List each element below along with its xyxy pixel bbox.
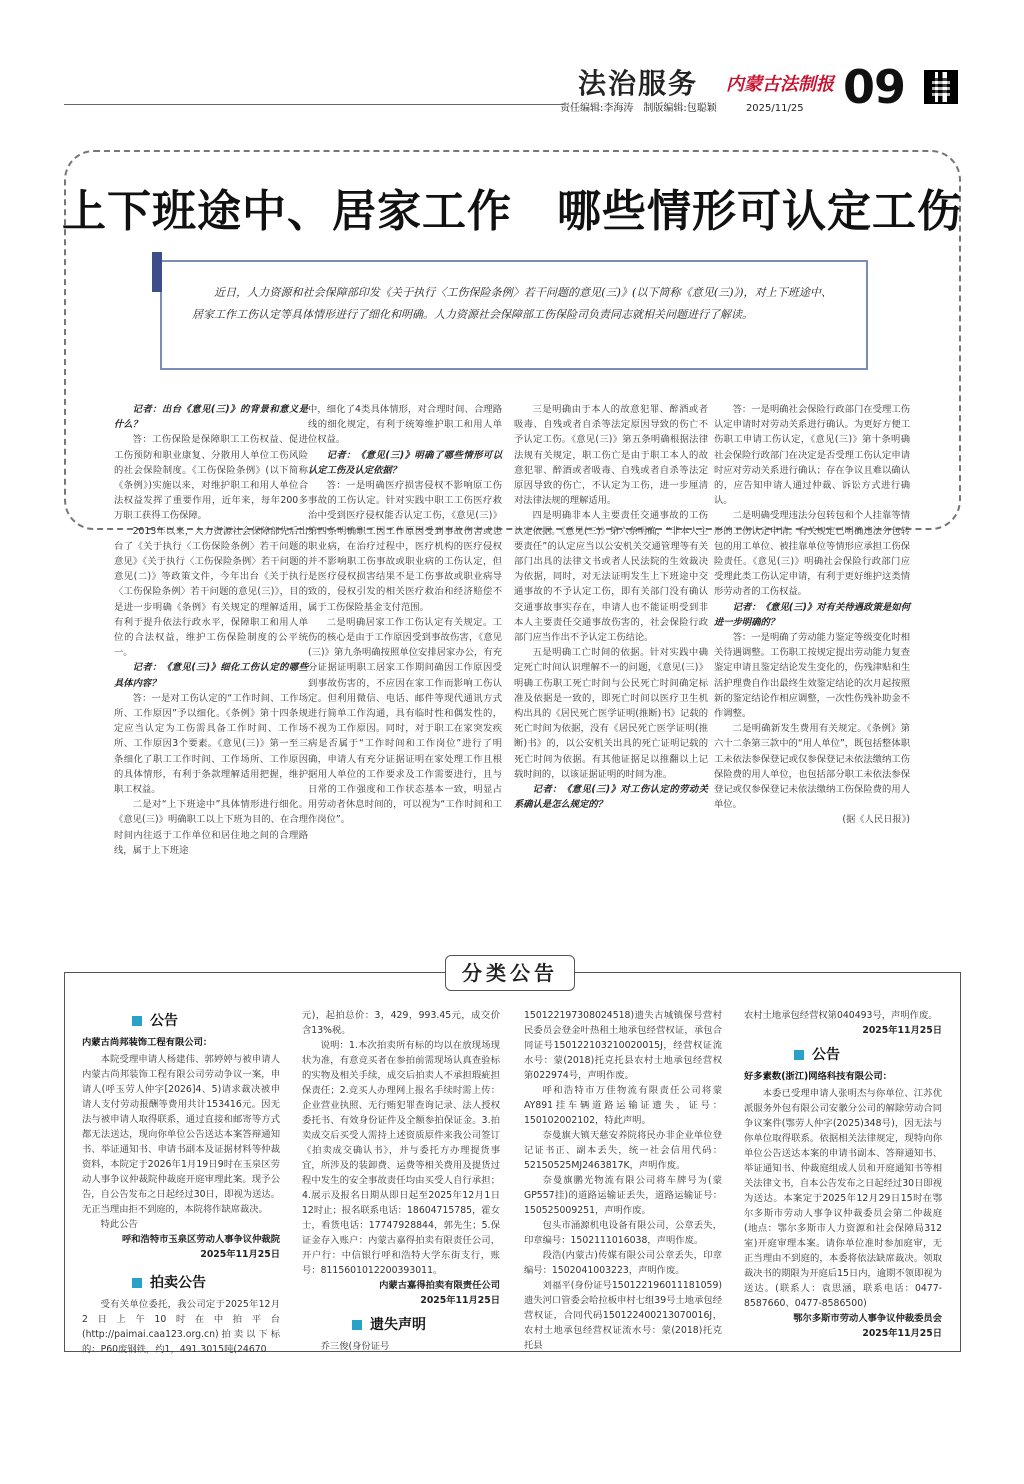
article-paragraph: 2013年以来，人力资源社会保障部先后出台了《关于执行〈工伤保险条例〉若干问题的意见》《关于执行〈工伤保险条例〉若干问题的意见(二)》等政策文件，今年出台《关于执行〈工伤保险条例〉若干问题的意见(三)》，目的是进一步明确《条例》有关规定的理解适用，有利于提升依法行政水平，保障职工和用人单位的合法权益，维护工伤保险制度的公平统一。 xyxy=(114,525,308,659)
lost-item-6: 段浩(内蒙古)传媒有限公司公章丢失，印章编号：1502041003223，声明作废。 xyxy=(524,1250,722,1276)
article-column-4 xyxy=(714,402,910,828)
notice2-signer: 鄂尔多斯市劳动人事争议仲裁委员会 xyxy=(793,1313,942,1324)
classified-title: 分类公告 xyxy=(445,955,575,991)
notice2-date: 2025年11月25日 xyxy=(862,1328,942,1339)
lost-item-7: 刘福平(身份证号150122196011181059)遗失河口管委会哈拉板申村七组39号土地承包经营权证，合同代码150122400213070016J，农村土地承包经营权证流水号：蒙(2018)托克托县 xyxy=(524,1280,722,1351)
auction-body-cont: 元)，起拍总价：3，429，993.45元，成交价含13%税。 xyxy=(302,1010,500,1036)
notice-company: 内蒙古尚邦装饰工程有限公司： xyxy=(82,1037,213,1048)
auction-heading: 拍卖公告 xyxy=(132,1276,280,1291)
interview-question: 记者：《意见(三)》明确了哪些情形可以认定工伤及认定依据？ xyxy=(308,449,502,476)
classified-column-4 xyxy=(744,1008,942,1341)
header-rule xyxy=(64,104,564,105)
article-paragraph: 答：工伤保险是保障职工工伤权益、促进工伤预防和职业康复、分散用人单位工伤风险的社会保险制度。《工伤保险条例》(以下简称《条例》)实施以来，对维护职工和用人单位合法权益发挥了重要作用，近年来，每年200多万职工获得工伤保障。 xyxy=(114,434,308,522)
headline: 上下班途中、居家工作 哪些情形可认定工伤 xyxy=(62,186,962,237)
article-paragraph: 二是明确居家工作工伤认定有关规定。工伤的核心是由于工作原因受到事故伤害，《意见(三)》第九条明确按照单位安排居家办公，有充分证据证明职工居家工作期间确因工作原因受到事故伤害的，不应因在家工作而影响工伤认定。但利用微信、电话、邮件等现代通讯方式进行简单工作沟通，具有临时性和偶发性的，不视为工作原因。同时，对于职工在家突发疾病是否属于“工作时间和工作岗位”进行了明确，申请人有充分证据证明在家处理工作且根据用人单位的工作要求及工作需要进行，且与日常的工作强度和工作状态基本一致，明显占用劳动者休息时间的，可以视为“工作时间和工作岗位”。 xyxy=(308,616,502,826)
article-paragraph: 答：一是明确医疗损害侵权不影响原工伤事故的工伤认定。针对实践中职工工伤医疗救治中受到医疗侵权能否认定工伤，《意见(三)》第四条明确职工因工作原因受到事故伤害或患职业病，在治疗过程中，医疗机构的医疗侵权并不影响职工伤事故或职业病的工伤认定，但是医疗侵权损害结果不是工伤事故或职业病导致的，侵权引发的相关医疗救治和经济赔偿不属于工伤保险基金支付范围。 xyxy=(308,480,502,613)
editors: 责任编辑:李海涛 制版编辑:包聪颖 xyxy=(560,103,717,114)
lost-item-5: 包头市涌源机电设备有限公司，公章丢失，印章编号：1502111016038，声明作废。 xyxy=(524,1220,722,1246)
lost-date: 2025年11月25日 xyxy=(862,1025,942,1036)
notice2-company: 好多素数(浙江)网络科技有限公司： xyxy=(744,1071,892,1082)
article-column-1 xyxy=(114,402,308,858)
article-paragraph: 二是明确新发生费用有关规定。《条例》第六十二条第三款中的“用人单位”，既包括整体职工未依法参保登记或仅参保登记未依法缴纳工伤保险费的用人单位，也包括部分职工未依法参保登记或仅参保登记未依法缴纳工伤保险费的用人单位。 xyxy=(714,723,910,811)
lost-item-3: 奈曼旗大镇天慈安养院将民办非企业单位登记证书正、副本丢失，统一社会信用代码：52150525MJ2463817K，声明作废。 xyxy=(524,1130,722,1171)
article-paragraph: 二是明确受理违法分包转包和个人挂靠等情形的工伤认定申请。有关规定已明确违法分包转包的用工单位、被挂靠单位等情形应承担工伤保险责任。《意见(三)》明确社会保险行政部门应受理此类工伤认定申请，有利于更好维护这类情形劳动者的工伤权益。 xyxy=(714,510,910,598)
classified-column-1 xyxy=(82,1008,280,1357)
article-column-2 xyxy=(308,402,502,828)
interview-question: 记者：《意见(三)》细化工伤认定的哪些具体内容？ xyxy=(114,662,308,689)
classified-column-3 xyxy=(524,1008,722,1353)
article-paragraph: 答：一是明确了劳动能力鉴定等级变化时相关待遇调整。工伤职工按规定提出劳动能力复查鉴定申请且鉴定结论发生变化的，伤残津贴和生活护理费自作出最终生效鉴定结论的次月起按照新的鉴定结论作相应调整，一次性伤残补助金不作调整。 xyxy=(714,632,910,720)
lost-item-7-cont: 农村土地承包经营权第040493号，声明作废。 xyxy=(744,1010,938,1021)
article-column-3 xyxy=(514,402,708,812)
auction-date: 2025年11月25日 xyxy=(420,1295,500,1306)
section-title: 法治服务 xyxy=(578,67,699,100)
interview-question: 记者：出台《意见(三)》的背景和意义是什么？ xyxy=(114,404,308,431)
article-paragraph: 二是对“上下班途中”具体情形进行细化。《意见(三)》明确职工以上下班为目的、在合理时间内往返于工作单位和居住地之间的合理路线，属于上下班途 xyxy=(114,799,308,856)
article-paragraph: 答：一是明确社会保险行政部门在受理工伤认定申请时对劳动关系进行确认。为更好方便工伤职工申请工伤认定，《意见(三)》第十条明确社会保险行政部门在决定是否受理工伤认定申请时应对劳动关系进行确认；存在争议且难以确认的，应告知申请人通过仲裁、诉讼方式进行确认。 xyxy=(714,404,910,507)
auction-body: 受有关单位委托，我公司定于2025年12月2日上午10时在中拍平台(http://paimai.caa123.org.cn)拍卖以下标的：P60废钢铁，约1，491.3015吨(24670 xyxy=(82,1299,280,1355)
notice-tail: 特此公告 xyxy=(100,1219,138,1230)
paper-logo: 内蒙古法制报 xyxy=(726,74,834,95)
page-number: 09 xyxy=(843,60,906,114)
article-source: (据《人民日报》) xyxy=(842,814,910,826)
lost-item-4: 奈曼旗鹏光物流有限公司将车牌号为(蒙GP557挂)的道路运输证丢失，道路运输证号：150525009251，声明作废。 xyxy=(524,1175,722,1216)
lead-text: 近日，人力资源和社会保障部印发《关于执行〈工伤保险条例〉若干问题的意见(三)》(以下简称《意见(三)》)，对上下班途中、居家工作工伤认定等具体情形进行了细化和明确。人力资源社会保障部工伤保险司负责同志就相关问题进行了解读。 xyxy=(192,286,832,321)
interview-question: 记者：《意见(三)》对工伤认定的劳动关系确认是怎么规定的？ xyxy=(514,784,708,811)
article-paragraph: 五是明确工亡时间的依据。针对实践中确定死亡时间认识理解不一的问题，《意见(三)》明确工伤职工死亡时间与公民死亡时间确定标准及依据是一致的，即死亡时间以医疗卫生机构出具的《居民死亡医学证明(推断)书》记载的死亡时间为依据，没有《居民死亡医学证明(推断)书》的，以公安机关出具的死亡证明记载的死亡时间为依据。有其他证据足以推翻以上记载时间的，以该证据证明的时间为准。 xyxy=(514,647,708,780)
auction-signer: 内蒙古嘉得拍卖有限责任公司 xyxy=(379,1280,500,1291)
lost-start: 乔三俊(身份证号 xyxy=(320,1341,390,1352)
notice-date: 2025年11月25日 xyxy=(200,1249,280,1260)
classified-column-2 xyxy=(302,1008,500,1354)
interview-question: 记者：《意见(三)》对有关待遇政策是如何进一步明确的？ xyxy=(714,601,910,628)
issue-date: 2025/11/25 xyxy=(745,103,804,114)
notice2-heading: 公告 xyxy=(794,1048,942,1063)
lost-heading: 遗失声明 xyxy=(352,1318,500,1333)
notice2-body: 本委已受理申请人张明杰与你单位、江苏优派服务外包有限公司安徽分公司的解除劳动合同争议案件(鄂劳人仲字(2025)348号)，因无法与你单位取得联系。依据相关法律规定，现特向你单位公告送达本案的申请书副本、答辩通知书、举证通知书、仲裁庭组成人员和开庭通知书等相关法律文书，自本公告发布之日起经过30日即视为送达。本案定于2025年12月29日15时在鄂尔多斯市劳动人事争议仲裁委员会第二仲裁庭(地点：鄂尔多斯市人力资源和社会保障局312室)开庭审理本案。请你单位准时参加庭审，无正当理由不到庭的，本委将依法缺席裁决。领取裁决书的期限为开庭后15日内，逾期不领即视为送达。(联系人：袁思涵，联系电话：0477-8587660、0477-8586500) xyxy=(744,1088,942,1309)
article-paragraph: 答：一是对工伤认定的“工作时间、工作场所、工作原因”予以细化。《条例》第十四条规定应当认定为工伤需具备工作时间、工作场所、工作原因3个要素。《意见(三)》第一至三条细化了职工工作时间、工作场所、工作原因的具体情形，有利于条款理解适用把握，维护职工权益。 xyxy=(114,692,308,796)
article-paragraph: 四是明确非本人主要责任交通事故的工伤认定依据。《意见(三)》第六条明确，“非本人主要责任”的认定应当以公安机关交通管理等有关部门出具的法律文书或者人民法院的生效裁决为依据，同时，对无法证明发生上下班途中交通事故的不予认定工伤，即有关部门没有确认交通事故事实存在，申请人也不能证明受到非本人主要责任交通事故伤害的，社会保险行政部门应当作出不予认定工伤结论。 xyxy=(514,510,708,644)
lead-accent xyxy=(152,252,162,292)
lost-item-1: 150122197308024518)遗失古城镇保号营村民委员会登金叶热租土地承包经营权证，承包合同证号150122103210020015J，经营权证流水号：蒙(2018)托克托县农村土地承包经营权第022974号，声明作废。 xyxy=(524,1010,722,1081)
article-paragraph: 三是明确由于本人的故意犯罪、醉酒或者吸毒、自残或者自杀等法定原因导致的伤亡不予认定工伤。《意见(三)》第五条明确根据法律法规有关规定，职工伤亡是由于职工本人的故意犯罪、醉酒或者吸毒、自残或者自杀等法定原因导致的伤亡，不认定为工伤，进一步厘清对法律法规的理解适用。 xyxy=(514,404,708,507)
notice-body: 本院受理申请人杨建伟、郭婷婷与被申请人内蒙古尚邦装饰工程有限公司劳动争议一案，申请人(呼玉劳人仲字[2026]4、5)请求裁决被申请人支付劳动报酬等费用共计153416元。因无法与被申请人取得联系，通过直接和邮寄等方式都无法送达，现向你单位公告送达本案答辩通知书、举证通知书、申请书副本及证据材料等仲裁资料，本院定于2026年1月19日9时在玉泉区劳动人事争议仲裁院仲裁庭开庭审理此案。现予公告，自公告发布之日起经过30日，即视为送达。无正当理由拒不到庭的，本院将作缺席裁决。 xyxy=(82,1054,280,1215)
notice-heading: 公告 xyxy=(132,1014,280,1029)
lost-item-2: 呼和浩特市万佳物流有限责任公司将蒙AY891挂车辆道路运输证遗失，证号：150102002102，特此声明。 xyxy=(524,1085,722,1126)
qr-code-icon xyxy=(924,70,958,104)
notice-signer: 呼和浩特市玉泉区劳动人事争议仲裁院 xyxy=(121,1234,280,1245)
auction-notes: 说明：1.本次拍卖所有标的均以在放现场现状为准，有意竞买者在参拍前需现场认真查验标的实物及相关手续，成交后拍卖人不承担瑕疵担保责任；2.竞买人办理网上报名手续时需上传：企业营业执照、无行贿犯罪查询记录、法人授权委托书、有效身份证件及全额参拍保证金。3.拍卖成交后买受人需持上述资质原件来我公司签订《拍卖成交确认书》，并与委托方办理提货事宜，所涉及的装卸费、运费等相关费用及提货过程中发生的安全事故责任均由买受人自行承担；4.展示及报名日期从即日起至2025年12月1日12时止；报名联系电话：18604715785，霍女士，看货电话：17747928844，郭先生；5.保证金存入账户：内蒙古嘉得拍卖有限责任公司，开户行：中信银行呼和浩特大学东街支行，账号：8115601012200393011。 xyxy=(302,1040,500,1276)
article-paragraph: 中，细化了4类具体情形，对合理时间、合理路线的细化规定，有利于统筹维护职工和用人单位权益。 xyxy=(308,404,502,446)
header-meta xyxy=(560,99,804,114)
